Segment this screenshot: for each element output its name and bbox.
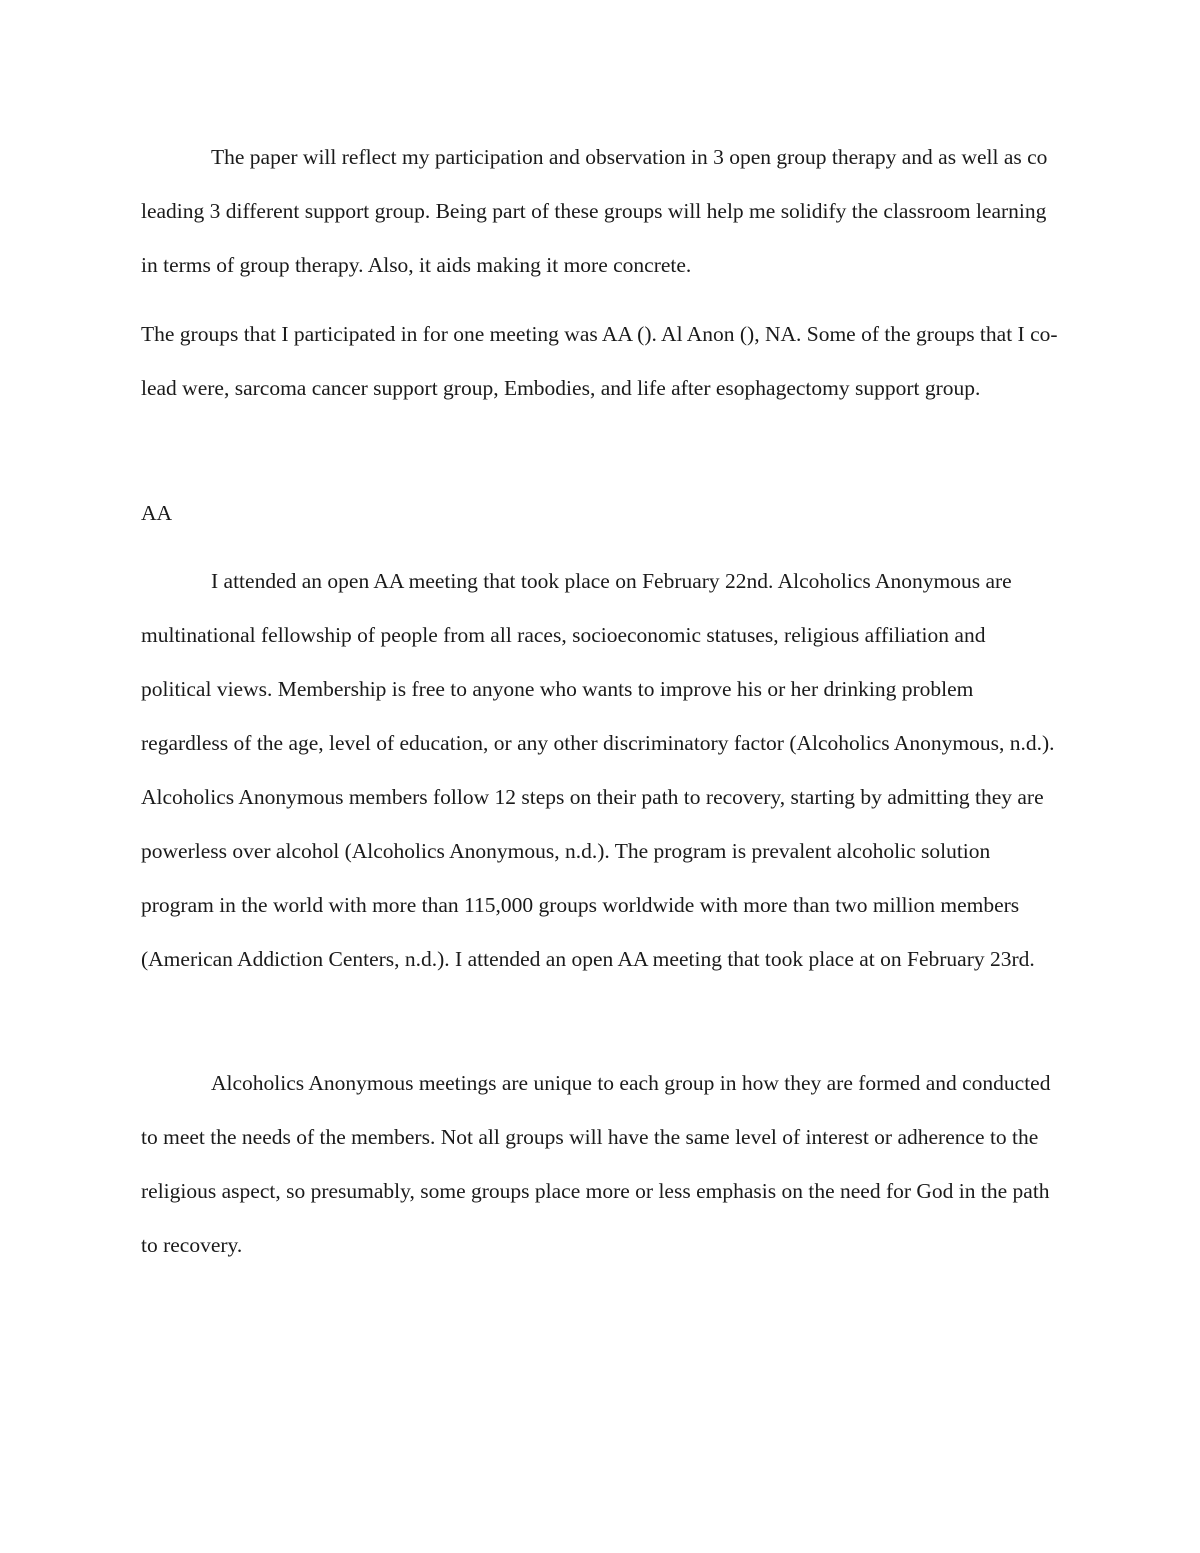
intro-paragraph: The paper will reflect my participation and observation in 3 open group therapy and as well as co leading 3 different support group. Being part of these groups will help me solidify the classroom learning in terms of group therapy. Also, it aids making it more concrete. [141, 145, 1048, 277]
aa-paragraph-1: I attended an open AA meeting that took place on February 22nd. Alcoholics Anonymous are multinational fellowship of people from all races, socioeconomic statuses, religious affiliation and political views. Membership is free to anyone who wants to improve his or her drinking problem regardless of the age, level of education, or any other discriminatory factor (Alcoholics Anonymous, n.d.). Alcoholics Anonymous members follow 12 steps on their path to recovery, starting by admitting they are powerless over alcohol (Alcoholics Anonymous, n.d.). The program is prevalent alcoholic solution program in the world with more than 115,000 groups worldwide with more than two million members (American Addiction Centers, n.d.). I attended an open AA meeting that took place at on February 23rd. [141, 569, 1055, 971]
groups-paragraph: The groups that I participated in for one meeting was AA (). Al Anon (), NA. Some of the groups that I co-lead were, sarcoma cancer support group, Embodies, and life after esophagectomy support group. [141, 322, 1058, 400]
section-heading-aa: AA [141, 501, 173, 525]
aa-paragraph-2: Alcoholics Anonymous meetings are unique to each group in how they are formed and conducted to meet the needs of the members. Not all groups will have the same level of interest or adherence to the religious aspect, so presumably, some groups place more or less emphasis on the need for God in the path to recovery. [141, 1071, 1051, 1257]
